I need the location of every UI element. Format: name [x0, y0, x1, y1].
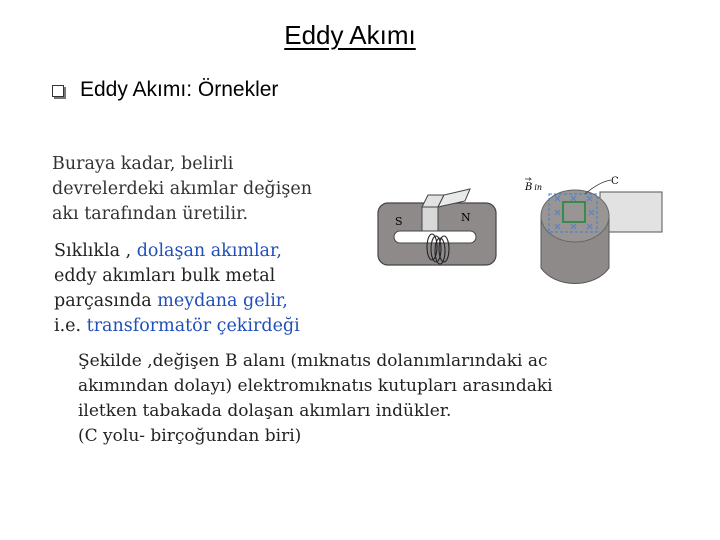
bullet-text: Eddy Akımı: Örnekler — [80, 78, 279, 101]
pole-s-label: S — [395, 215, 403, 228]
electromagnet-figure — [370, 185, 510, 285]
highlight-text: dolaşan akımlar, — [136, 241, 282, 261]
text-line: parçasında meydana gelir, — [54, 291, 288, 311]
text-line: i.e. transformatör çekirdeği — [54, 316, 300, 336]
text-line: Sıklıkla , dolaşan akımlar, — [54, 241, 282, 261]
c-path-label: C — [611, 176, 619, 187]
text-line: devrelerdeki akımlar değişen — [52, 179, 312, 199]
eddy-paragraph — [54, 239, 300, 339]
plate-figure — [515, 172, 670, 297]
square-bullet-icon — [52, 85, 64, 97]
figure-caption — [78, 349, 553, 449]
text-line: iletken tabakada dolaşan akımları indükler. — [78, 401, 452, 421]
pole-n-label: N — [461, 211, 471, 224]
text-line: (C yolu- birçoğundan biri) — [78, 426, 302, 446]
vector-arrow-icon — [525, 178, 531, 181]
bullet-item — [52, 78, 278, 102]
text-line: eddy akımları bulk metal — [54, 266, 276, 286]
text-line: Şekilde ,değişen B alanı (mıknatıs dolanımlarındaki ac — [78, 351, 548, 371]
intro-paragraph — [52, 152, 312, 227]
text-line: Buraya kadar, belirli — [52, 154, 234, 174]
text-line: akımından dolayı) elektromıknatıs kutupları arasındaki — [78, 376, 553, 396]
text-line: akı tarafından üretilir. — [52, 204, 249, 224]
current-path-loop — [563, 202, 585, 222]
highlight-text: transformatör çekirdeği — [86, 316, 300, 336]
highlight-text: meydana gelir, — [157, 291, 288, 311]
b-field-label: B in — [525, 182, 543, 193]
page-title: Eddy Akımı — [284, 20, 416, 50]
